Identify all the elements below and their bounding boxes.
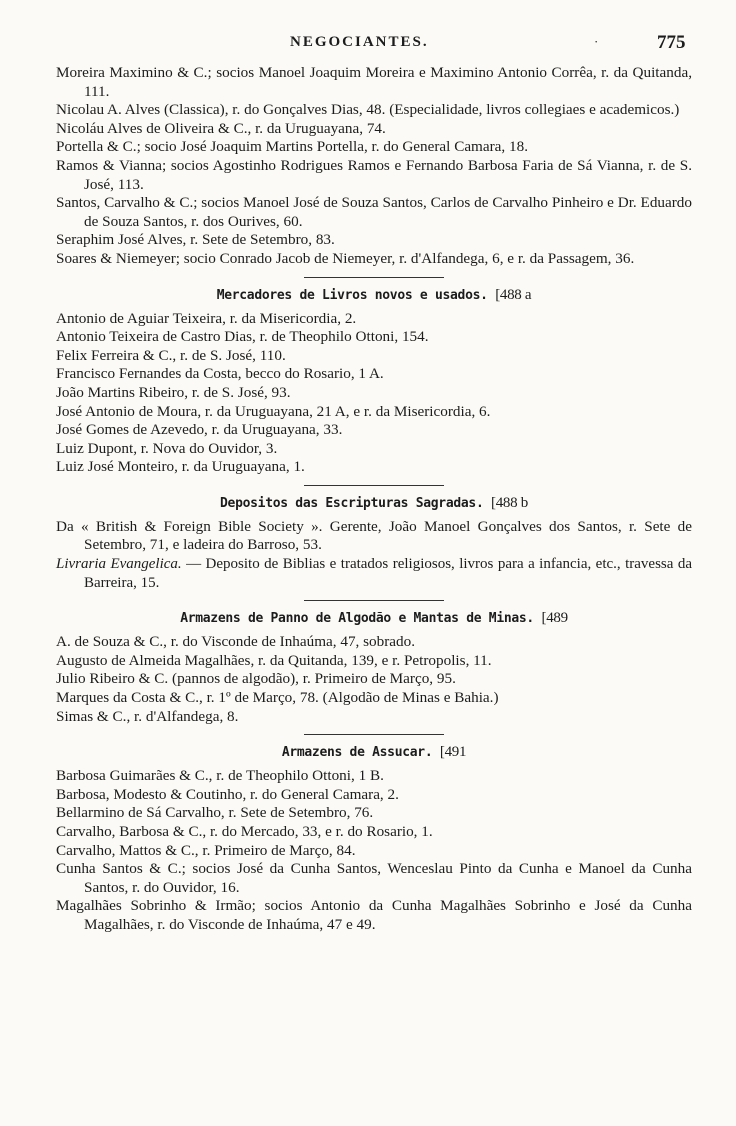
section-ref: [491 <box>439 744 467 761</box>
header-mark: · <box>594 34 599 49</box>
directory-entry: Carvalho, Barbosa & C., r. do Mercado, 33, e r. do Rosario, 1. <box>56 823 433 840</box>
section-heading <box>56 608 692 629</box>
section-heading <box>56 742 692 763</box>
directory-entry: Luiz José Monteiro, r. da Uruguayana, 1. <box>56 458 305 476</box>
directory-entry: Barbosa Guimarães & C., r. de Theophilo Ottoni, 1 B. <box>56 767 384 785</box>
section-title: Depositos das Escripturas Sagradas. <box>220 495 484 511</box>
directory-entry: João Martins Ribeiro, r. de S. José, 93. <box>56 383 291 401</box>
section-ref: [488 b <box>491 494 528 511</box>
directory-entry: Santos, Carvalho & C.; socios Manoel José de Souza Santos, Carlos de Carvalho Pinheiro e Dr. Eduardo de Souza Santos, r. dos Ourives, 60. <box>56 194 692 230</box>
directory-entry: Seraphim José Alves, r. Sete de Setembro, 83. <box>56 231 335 249</box>
section-title: Armazens de Assucar. <box>281 745 433 761</box>
section-armazens-assucar <box>56 742 692 934</box>
directory-entry: Cunha Santos & C.; socios José da Cunha Santos, Wenceslau Pinto da Cunha e Manoel da Cunha Santos, r. do Ouvidor, 16. <box>56 860 692 896</box>
directory-entry: Bellarmino de Sá Carvalho, r. Sete de Setembro, 76. <box>56 804 374 822</box>
directory-entry: Augusto de Almeida Magalhães, r. da Quitanda, 139, e r. Petropolis, 11. <box>56 651 492 669</box>
section-divider <box>304 277 444 278</box>
directory-entry: Nicoláu Alves de Oliveira & C., r. da Uruguayana, 74. <box>56 119 386 137</box>
section-ref: [488 a <box>495 286 532 303</box>
section-title: Mercadores de Livros novos e usados. <box>216 287 488 303</box>
directory-entry: Felix Ferreira & C., r. de S. José, 110. <box>56 346 286 364</box>
note-text: — Deposito de Biblias e tratados religiosos, livros para a infancia, etc., travessa da Barreira, 15. <box>84 556 692 591</box>
directory-entry: José Antonio de Moura, r. da Uruguayana, 21 A, e r. da Misericordia, 6. <box>56 402 491 420</box>
section-heading <box>56 493 692 514</box>
section-armazens-panno <box>56 608 692 726</box>
directory-entry: Antonio Teixeira de Castro Dias, r. de Theophilo Ottoni, 154. <box>56 328 429 346</box>
directory-entry: Luiz Dupont, r. Nova do Ouvidor, 3. <box>56 439 278 457</box>
directory-entry: Magalhães Sobrinho & Irmão; socios Antonio da Cunha Magalhães Sobrinho e José da Cunha Magalhães, r. do Visconde de Inhaúma, 47 e 49. <box>56 897 692 933</box>
note-lead: Livraria Evangelica. <box>56 556 182 573</box>
directory-entry: Da « British & Foreign Bible Society ». Gerente, João Manoel Gonçalves dos Santos, r. Sete de Setembro, 71, e ladeira do Barroso, 53. <box>56 517 692 554</box>
section-title: Armazens de Panno de Algodão e Mantas de Minas. <box>180 611 534 627</box>
directory-entry: Simas & C., r. d'Alfandega, 8. <box>56 707 239 725</box>
section-divider <box>304 600 444 601</box>
directory-entry: Carvalho, Mattos & C., r. Primeiro de Março, 84. <box>56 841 356 859</box>
section-divider <box>304 485 444 486</box>
section-negociantes-continued <box>56 64 692 269</box>
directory-entry: Barbosa, Modesto & Coutinho, r. do General Camara, 2. <box>56 785 399 803</box>
section-depositos-escripturas <box>56 493 692 592</box>
directory-entry: A. de Souza & C., r. do Visconde de Inhaúma, 47, sobrado. <box>56 633 416 651</box>
section-mercadores-de-livros <box>56 285 692 477</box>
section-divider <box>304 734 444 735</box>
directory-entry: José Gomes de Azevedo, r. da Uruguayana, 33. <box>56 421 343 439</box>
directory-entry: Portella & C.; socio José Joaquim Martins Portella, r. do General Camara, 18. <box>56 138 528 156</box>
directory-entry: Francisco Fernandes da Costa, becco do Rosario, 1 A. <box>56 365 384 383</box>
page-header <box>0 34 736 56</box>
directory-entry: Julio Ribeiro & C. (pannos de algodão), r. Primeiro de Março, 95. <box>56 670 456 688</box>
page-number: 775 <box>657 32 686 53</box>
directory-entry: Moreira Maximino & C.; socios Manoel Joaquim Moreira e Maximino Antonio Corrêa, r. da Quitanda, 111. <box>56 64 692 100</box>
page-content <box>56 64 692 935</box>
directory-entry: Marques da Costa & C., r. 1º de Março, 78. (Algodão de Minas e Bahia.) <box>56 689 499 707</box>
running-title: NEGOCIANTES. <box>290 34 429 50</box>
directory-entry: Soares & Niemeyer; socio Conrado Jacob de Niemeyer, r. d'Alfandega, 6, e r. da Passagem, 36. <box>56 249 635 267</box>
section-heading <box>56 285 692 306</box>
directory-entry: Nicolau A. Alves (Classica), r. do Gonçalves Dias, 48. (Especialidade, livros collegiaes e academicos.) <box>56 101 680 119</box>
section-ref: [489 <box>541 610 568 627</box>
directory-note <box>56 555 692 592</box>
directory-entry: Antonio de Aguiar Teixeira, r. da Misericordia, 2. <box>56 309 357 327</box>
directory-entry: Ramos & Vianna; socios Agostinho Rodrigues Ramos e Fernando Barbosa Faria de Sá Vianna, r. de S. José, 113. <box>56 156 692 193</box>
